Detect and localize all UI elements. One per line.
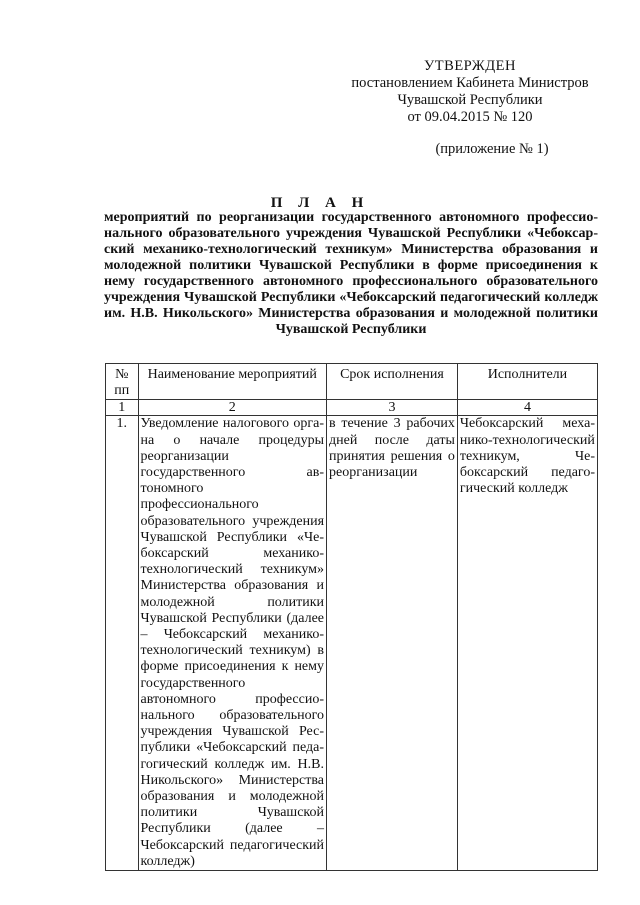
row-activity: Уведомление налогового органа о начале процедуры реорганизации государственного автономного профессионального образовательного учреждения Чувашской Республики «Чебоксарский механико-технологический техникум» Министерства образования и молодежной политики Чувашской Республики (далее – Чебоксарский механико-технологический техникум) в форме присоединения к нему государственного автономного профессионального образовательного учреждения Чувашской Республики «Чебоксарский педагогический колледж им. Н.В. Никольского» Министерства образования и молодежной политики Чувашской Республики (далее – Чебоксарский педагогический колледж): [138, 416, 327, 871]
row-executors: Чебоксарский механико-технологический техникум, Чебоксарский педагогический колледж: [457, 416, 597, 871]
plan-subtitle: мероприятий по реорганизации государственного автономного профессионального образовательного учреждения Чувашской Республики «Чебоксарский механико-технологический техникум» Министерства образования и молодежной политики Чувашской Республики в форме присоединения к нему государственного автономного профессионального образовательного учреждения Чувашской Республики «Чебоксарский педагогический колледж им. Н.В. Никольского» Министерства образования и молодежной политики Чувашской Республики: [104, 210, 598, 337]
column-number: 4: [457, 400, 597, 416]
column-number-row: [106, 400, 598, 416]
approval-line-2: Чувашской Республики: [397, 92, 543, 108]
table-header-row: [106, 364, 598, 400]
header-activity: Наименование мероприятий: [138, 364, 327, 400]
column-number: 1: [106, 400, 139, 416]
header-executors: Исполнители: [457, 364, 597, 400]
plan-table: [105, 363, 598, 871]
header-number: № пп: [106, 364, 139, 400]
row-number: 1.: [106, 416, 139, 871]
row-deadline: в течение 3 рабочих дней после даты принятия решения о реорганизации: [327, 416, 458, 871]
column-number: 3: [327, 400, 458, 416]
approval-line-1: постановлением Кабинета Министров: [351, 75, 589, 91]
approval-line-3: от 09.04.2015 № 120: [407, 109, 533, 125]
header-deadline: Срок исполнения: [327, 364, 458, 400]
column-number: 2: [138, 400, 327, 416]
annex-label: (приложение № 1): [435, 141, 549, 157]
approval-block: [340, 58, 600, 126]
approval-title: УТВЕРЖДЕН: [424, 58, 516, 74]
table-row: [106, 416, 598, 871]
plan-title: П Л А Н: [270, 195, 370, 211]
